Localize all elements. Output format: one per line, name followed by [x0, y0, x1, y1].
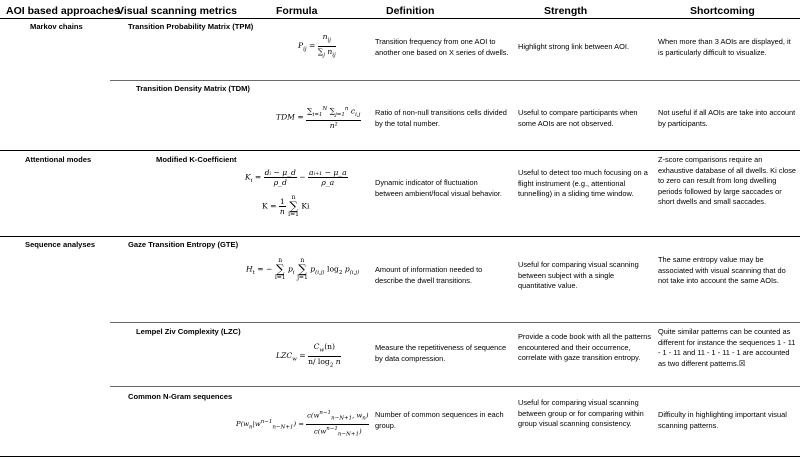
metric-tdm: Transition Density Matrix (TDM): [136, 84, 250, 93]
header-approach: AOI based approaches: [6, 5, 120, 17]
formula-k-coefficient: $K_i$ = $\frac{\text{dᵢ − μ\_d}}{\rho\_d}$ − $\frac{\text{aᵢ₊₁ − μ\_a}}{\rho\_a}$: [245, 168, 347, 187]
metric-k-coefficient: Modified K-Coefficient: [156, 155, 237, 164]
group-attentional-modes: Attentional modes: [25, 155, 92, 164]
formula-gte: $H_t$ = − n ∑ i=1 $p_i$ n ∑ j=1 $p_{(i,j)}$ $\log_2 p_{(i,j)}$: [246, 257, 360, 281]
strength-tpm: Highlight strong link between AOI.: [518, 42, 629, 51]
strength-tdm: Useful to compare participants when some AOIs are not observed.: [518, 108, 638, 128]
metric-tpm: Transition Probability Matrix (TPM): [128, 22, 254, 31]
group-markov-chains: Markov chains: [30, 22, 83, 31]
row-rule: [110, 386, 800, 387]
definition-gte: Amount of information needed to describe the dwell transitions.: [375, 265, 483, 285]
strength-k-coefficient: Useful to detect too much focusing on a flight instrument (e.g., attentional tunnelling) in a sliding time window.: [518, 168, 648, 199]
row-rule: [110, 80, 800, 81]
definition-ngram: Number of common sequences in each group.: [375, 410, 504, 430]
header-metric: Visual scanning metrics: [117, 5, 238, 17]
shortcoming-gte: The same entropy value may be associated with visual scanning that do not take into account the same AOIs.: [658, 255, 786, 286]
metric-lzc: Lempel Ziv Complexity (LZC): [136, 327, 241, 336]
group-sequence-analyses: Sequence analyses: [25, 240, 96, 249]
header-definition: Definition: [386, 5, 435, 17]
row-rule: [110, 322, 800, 323]
strength-lzc: Provide a code book with all the patterns encountered and their occurrence, correlate with gaze transition entropy.: [518, 332, 652, 363]
shortcoming-tpm: When more than 3 AOIs are displayed, it is particularly difficult to visualize.: [658, 37, 791, 57]
formula-tpm: $P_{ij}$ = $\frac{n_{ij}}{\sum_j n_{ij}}$: [298, 32, 336, 59]
definition-k-coefficient: Dynamic indicator of fluctuation between ambient/focal visual behavior.: [375, 178, 502, 198]
header-strength: Strength: [544, 5, 588, 17]
shortcoming-lzc: Quite similar patterns can be counted as different for instance the sequences 1 - 11 - 1 - 11 and 11 - 1 - 11 - 1 are accounted as two different patterns.☒: [658, 327, 796, 368]
formula-ngram: $P(w_n|w^{n-1}_{n-N+1})$ = $\frac{c(w^{n-1}_{n-N+1}, w_n)}{c(w^{n-1}_{n-N+1})}$: [236, 410, 369, 438]
header-shortcoming: Shortcoming: [690, 5, 755, 17]
definition-tdm: Ratio of non-null transitions cells divided by the total number.: [375, 108, 507, 128]
formula-k-mean: K = $\frac{1}{n}$ n ∑ i=1 Ki: [262, 194, 310, 218]
shortcoming-ngram: Difficulty in highlighting important visual scanning patterns.: [658, 410, 787, 430]
formula-lzc: $LZC_w$ = $\frac{C_w(n)}{n/ \log_2 n}$: [276, 342, 341, 369]
strength-gte: Useful for comparing visual scanning between subject with a single quantitative value.: [518, 260, 639, 291]
formula-tdm: TDM = $\frac{\sum_{i=1}^N \sum_{j=1}^n c_{i,j}}{\text{n²}}$: [276, 106, 361, 131]
header-rule: [0, 18, 800, 19]
bottom-rule: [0, 456, 800, 457]
definition-tpm: Transition frequency from one AOI to another one based on X series of dwells.: [375, 37, 509, 57]
definition-lzc: Measure the repetitiveness of sequence by data compression.: [375, 343, 507, 363]
shortcoming-tdm: Not useful if all AOIs are take into account by participants.: [658, 108, 796, 128]
group-rule: [0, 150, 800, 151]
metric-gte: Gaze Transition Entropy (GTE): [128, 240, 239, 249]
strength-ngram: Useful for comparing visual scanning between group or for comparing within group visual scanning consistency.: [518, 398, 644, 429]
header-formula: Formula: [276, 5, 318, 17]
metric-ngram: Common N-Gram sequences: [128, 392, 233, 401]
shortcoming-k-coefficient: Z-score comparisons require an exhaustive database of all dwells. Ki close to zero can result from long dwelling periods followed by large saccades or short dwells and small saccades.: [658, 155, 797, 207]
group-rule: [0, 236, 800, 237]
